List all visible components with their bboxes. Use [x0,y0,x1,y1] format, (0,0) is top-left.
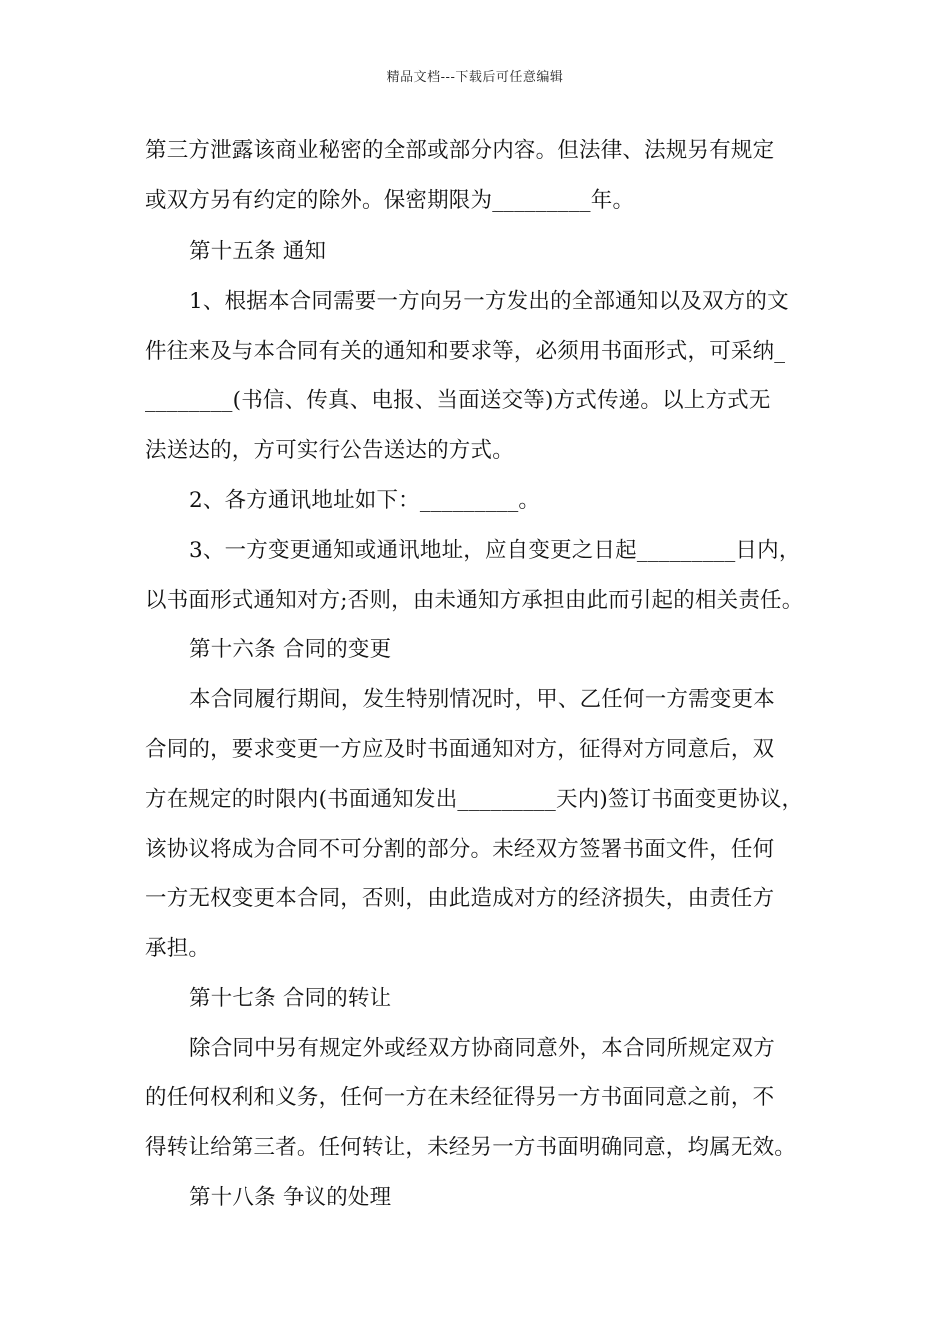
text-line: 第三方泄露该商业秘密的全部或部分内容。但法律、法规另有规定 [145,138,775,163]
section-heading: 第十六条 合同的变更 [189,637,392,662]
text-line: 方在规定的时限内(书面通知发出_________天内)签订书面变更协议， [145,787,804,812]
text-line: 承担。 [145,936,211,961]
text-line: 或双方另有约定的除外。保密期限为_________年。 [145,188,635,213]
text-line: ________(书信、传真、电报、当面送交等)方式传递。以上方式无 [145,388,771,413]
page-header: 精品文档---下载后可任意编辑 [386,70,564,85]
text-line: 以书面形式通知对方;否则，由未通知方承担由此而引起的相关责任。 [145,588,804,613]
text-line: 合同的，要求变更一方应及时书面通知对方，征得对方同意后，双 [145,737,775,762]
section-heading: 第十八条 争议的处理 [189,1185,392,1210]
text-line: 该协议将成为合同不可分割的部分。未经双方签署书面文件，任何 [145,837,775,862]
text-line: 一方无权变更本合同，否则，由此造成对方的经济损失，由责任方 [145,886,775,911]
text-line: 件往来及与本合同有关的通知和要求等，必须用书面形式，可采纳_ [145,339,786,364]
text-line: 除合同中另有规定外或经双方协商同意外，本合同所规定双方 [189,1036,775,1061]
text-line: 本合同履行期间，发生特别情况时，甲、乙任何一方需变更本 [189,687,775,712]
text-line: 得转让给第三者。任何转让，未经另一方书面明确同意，均属无效。 [145,1135,797,1160]
text-line: 2、各方通讯地址如下：_________。 [189,488,541,513]
text-line: 法送达的，方可实行公告送达的方式。 [145,438,514,463]
text-line: 1、根据本合同需要一方向另一方发出的全部通知以及双方的文 [189,289,789,314]
section-heading: 第十五条 通知 [189,239,327,264]
section-heading: 第十七条 合同的转让 [189,986,392,1011]
text-line: 的任何权利和义务，任何一方在未经征得另一方书面同意之前，不 [145,1085,775,1110]
text-line: 3、一方变更通知或通讯地址，应自变更之日起_________日内， [189,538,801,563]
